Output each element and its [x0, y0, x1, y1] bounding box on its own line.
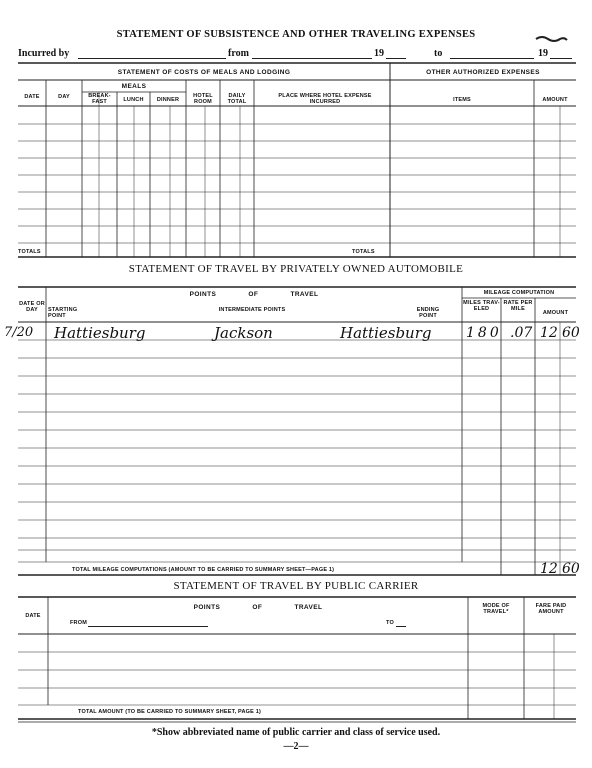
auto-col-amount: AMOUNT [542, 310, 569, 316]
auto-col-ending: ENDING POINT [416, 307, 440, 319]
col-day: DAY [58, 94, 70, 100]
total-mileage-label: TOTAL MILEAGE COMPUTATIONS (AMOUNT TO BE CARRIED TO SUMMARY SHEET—PAGE 1) [72, 567, 335, 573]
incurred-by-label: Incurred by [18, 48, 70, 59]
col-breakfast: BREAK-FAST [88, 93, 111, 105]
col-lunch: LUNCH [123, 97, 144, 103]
col-daily-total: DAILY TOTAL [227, 93, 247, 105]
meals-section-title: STATEMENT OF COSTS OF MEALS AND LODGING [117, 69, 291, 76]
col-date: DATE [24, 94, 40, 100]
mileage-computation-header: MILEAGE COMPUTATION [483, 290, 555, 296]
year-label-1: 19 [374, 48, 384, 59]
entry-starting-point[interactable]: Hattiesburg [54, 324, 146, 342]
auto-col-starting: STARTING POINT [48, 307, 78, 319]
total-mileage-dollars[interactable]: 12 [540, 561, 558, 577]
points-of-travel-header: POINTS OF TRAVEL [189, 291, 319, 298]
carrier-col-mode: MODE OF TRAVEL* [482, 603, 510, 615]
meals-group-header: MEALS [121, 83, 147, 90]
auto-col-miles: MILES TRAV-ELED [463, 300, 500, 312]
col-amount: AMOUNT [542, 97, 568, 103]
col-place: PLACE WHERE HOTEL EXPENSE INCURRED [278, 93, 372, 105]
totals-left-label: TOTALS [18, 249, 41, 255]
entry-amount-cents[interactable]: 60 [562, 325, 580, 341]
page-number: —2— [283, 741, 309, 752]
carrier-col-to: TO [386, 620, 394, 626]
carrier-col-from: FROM [70, 620, 87, 626]
auto-col-rate: RATE PER MILE [503, 300, 533, 312]
entry-ending-point[interactable]: Hattiesburg [340, 324, 432, 342]
totals-right-label: TOTALS [352, 249, 375, 255]
year-label-2: 19 [538, 48, 548, 59]
entry-intermediate-point[interactable]: Jackson [214, 324, 273, 342]
entry-date[interactable]: 7/20 [4, 325, 34, 340]
col-dinner: DINNER [156, 97, 180, 103]
carrier-total-label: TOTAL AMOUNT (TO BE CARRIED TO SUMMARY SHEET, PAGE 1) [78, 709, 262, 715]
other-expenses-title: OTHER AUTHORIZED EXPENSES [426, 69, 540, 76]
carrier-from-line [88, 626, 208, 627]
carrier-points-of-travel: POINTS OF TRAVEL [193, 604, 323, 611]
auto-col-intermediate: INTERMEDIATE POINTS [218, 307, 286, 313]
form-title: STATEMENT OF SUBSISTENCE AND OTHER TRAVELING EXPENSES [116, 29, 476, 40]
carrier-section-title: STATEMENT OF TRAVEL BY PUBLIC CARRIER [173, 580, 419, 592]
entry-miles[interactable]: 180 [466, 325, 502, 341]
carrier-col-date: DATE [25, 613, 41, 619]
carrier-to-line [396, 626, 406, 627]
carrier-col-fare: FARE PAID AMOUNT [535, 603, 567, 615]
auto-col-date: DATE OR DAY [19, 301, 45, 313]
col-items: ITEMS [453, 97, 471, 103]
total-mileage-cents[interactable]: 60 [562, 561, 580, 577]
col-hotel-room: HOTEL ROOM [193, 93, 213, 105]
auto-section-title: STATEMENT OF TRAVEL BY PRIVATELY OWNED AUTOMOBILE [128, 263, 464, 275]
entry-amount-dollars[interactable]: 12 [540, 325, 558, 341]
to-label: to [434, 48, 443, 59]
from-label: from [228, 48, 249, 59]
footnote: *Show abbreviated name of public carrier and class of service used. [151, 727, 441, 738]
entry-rate[interactable]: .07 [510, 325, 533, 341]
